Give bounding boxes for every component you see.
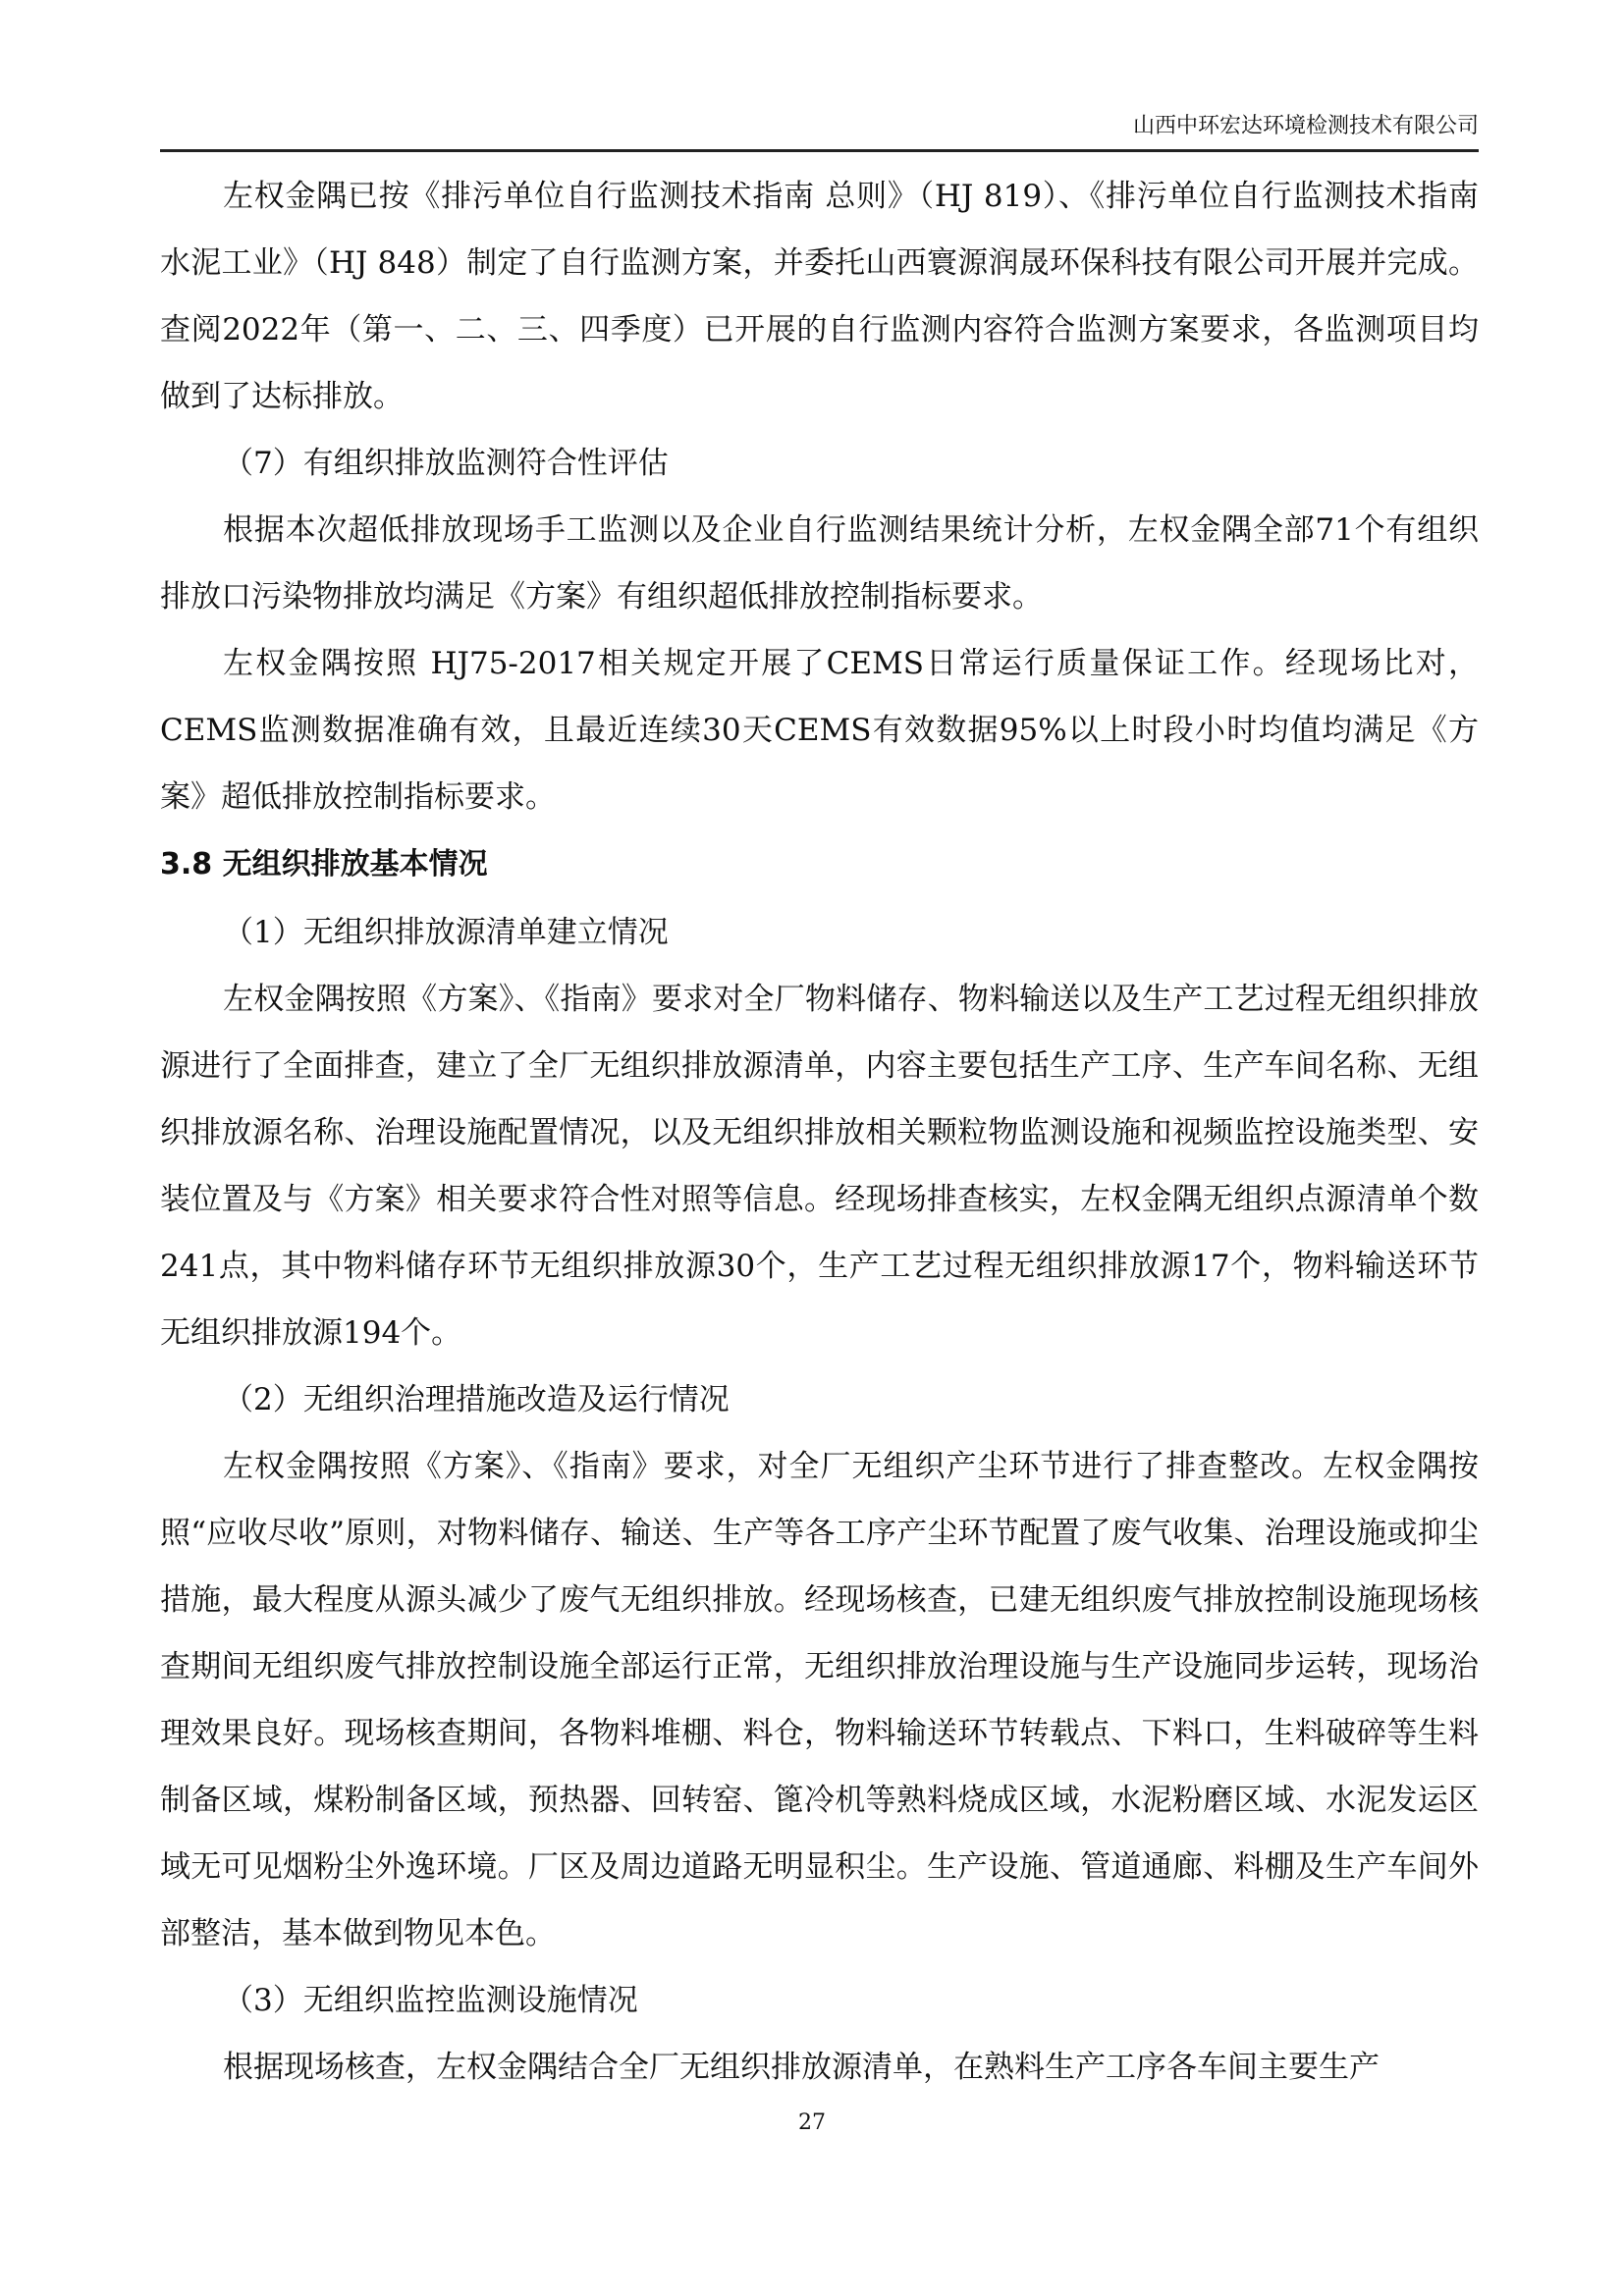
paragraph-manual-monitoring-results: 根据本次超低排放现场手工监测以及企业自行监测结果统计分析，左权金隅全部71个有组织排放口污染物排放均满足《方案》有组织超低排放控制指标要求。 — [160, 512, 1479, 614]
page-header — [160, 110, 1479, 152]
subheading-treatment-measures: （2）无组织治理措施改造及运行情况 — [223, 1382, 730, 1417]
section-heading-unorganized-emission: 3.8 无组织排放基本情况 — [160, 847, 488, 881]
header-company-name: 山西中环宏达环境检测技术有限公司 — [1132, 114, 1479, 138]
subheading-organized-emission-assessment: （7）有组织排放监测符合性评估 — [223, 446, 669, 481]
paragraph-treatment-measures: 左权金隅按照《方案》、《指南》要求，对全厂无组织产尘环节进行了排查整改。左权金隅按照“应收尽收”原则，对物料储存、输送、生产等各工序产尘环节配置了废气收集、治理设施或抑尘措施，最大程度从源头减少了废气无组织排放。经现场核查，已建无组织废气排放控制设施现场核查期间无组织废气排放控制设施全部运行正常，无组织排放治理设施与生产设施同步运转，现场治理效果良好。现场核查期间，各物料堆棚、料仓，物料输送环节转载点、下料口，生料破碎等生料制备区域，煤粉制备区域，预热器、回转窑、篦冷机等熟料烧成区域，水泥粉磨区域、水泥发运区域无可见烟粉尘外逸环境。厂区及周边道路无明显积尘。生产设施、管道通廊、料棚及生产车间外部整洁，基本做到物见本色。 — [160, 1449, 1479, 1951]
paragraph-monitoring-facilities: 根据现场核查，左权金隅结合全厂无组织排放源清单，在熟料生产工序各车间主要生产 — [223, 2050, 1380, 2085]
page-body — [160, 163, 1479, 2101]
paragraph-source-list: 左权金隅按照《方案》、《指南》要求对全厂物料储存、物料输送以及生产工艺过程无组织排放源进行了全面排查，建立了全厂无组织排放源清单，内容主要包括生产工序、生产车间名称、无组织排放源名称、治理设施配置情况，以及无组织排放相关颗粒物监测设施和视频监控设施类型、安装位置及与《方案》相关要求符合性对照等信息。经现场排查核实，左权金隅无组织点源清单个数241点，其中物料储存环节无组织排放源30个，生产工艺过程无组织排放源17个，物料输送环节无组织排放源194个。 — [160, 982, 1479, 1351]
page-number: 27 — [798, 2110, 826, 2135]
paragraph-self-monitoring: 左权金隅已按《排污单位自行监测技术指南 总则》（HJ 819）、《排污单位自行监测技术指南 水泥工业》（HJ 848）制定了自行监测方案，并委托山西寰源润晟环保科技有限公司开展并完成。查阅2022年（第一、二、三、四季度）已开展的自行监测内容符合监测方案要求，各监测项目均做到了达标排放。 — [160, 179, 1479, 414]
subheading-source-list: （1）无组织排放源清单建立情况 — [223, 915, 669, 950]
paragraph-cems-quality: 左权金隅按照 HJ75-2017相关规定开展了CEMS日常运行质量保证工作。经现场比对，CEMS监测数据准确有效，且最近连续30天CEMS有效数据95%以上时段小时均值均满足《方案》超低排放控制指标要求。 — [160, 646, 1479, 815]
subheading-monitoring-facilities: （3）无组织监控监测设施情况 — [223, 1983, 638, 2018]
